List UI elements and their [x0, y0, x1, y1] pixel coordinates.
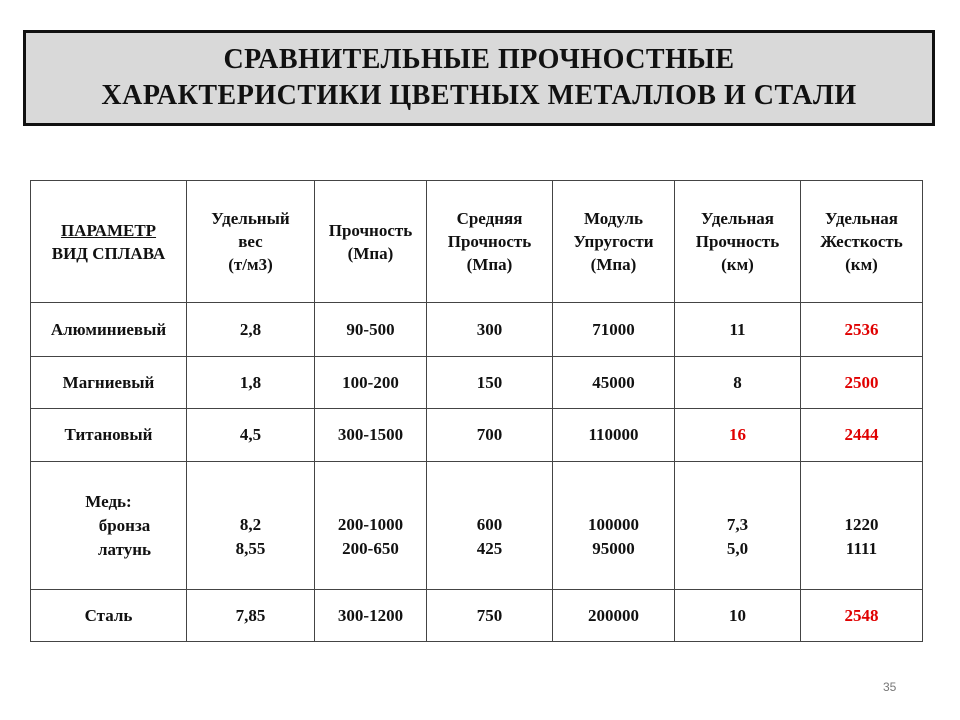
title-line-1: СРАВНИТЕЛЬНЫЕ ПРОЧНОСТНЫЕ	[223, 44, 735, 75]
table-row: Магниевый 1,8 100-200 150 45000 8 2500	[31, 357, 923, 409]
page-number: 35	[883, 680, 897, 694]
header-row	[31, 181, 923, 303]
header-weight: Удельный вес (т/м3)	[187, 181, 315, 303]
header-modulus: Модуль Упругости (Мпа)	[553, 181, 675, 303]
table-row-copper: Медь: бронза латунь 8,2 8,55 200-1000 200-650 600 425 100000 95000 7,3 5,0 1220 1111	[31, 462, 923, 590]
title-line-2: ХАРАКТЕРИСТИКИ ЦВЕТНЫХ МЕТАЛЛОВ И СТАЛИ	[101, 80, 857, 111]
header-avg-strength: Средняя Прочность (Мпа)	[427, 181, 553, 303]
comparison-table	[30, 180, 923, 642]
table-row: Алюминиевый 2,8 90-500 300 71000 11 2536	[31, 303, 923, 357]
header-spec-stiffness: Удельная Жесткость (км)	[801, 181, 923, 303]
header-param: ПАРАМЕТР ВИД СПЛАВА	[31, 181, 187, 303]
slide-title	[23, 30, 935, 126]
header-strength: Прочность (Мпа)	[315, 181, 427, 303]
header-spec-strength: Удельная Прочность (км)	[675, 181, 801, 303]
table-row-steel: Сталь 7,85 300-1200 750 200000 10 2548	[31, 590, 923, 642]
table-row: Титановый 4,5 300-1500 700 110000 16 2444	[31, 409, 923, 462]
